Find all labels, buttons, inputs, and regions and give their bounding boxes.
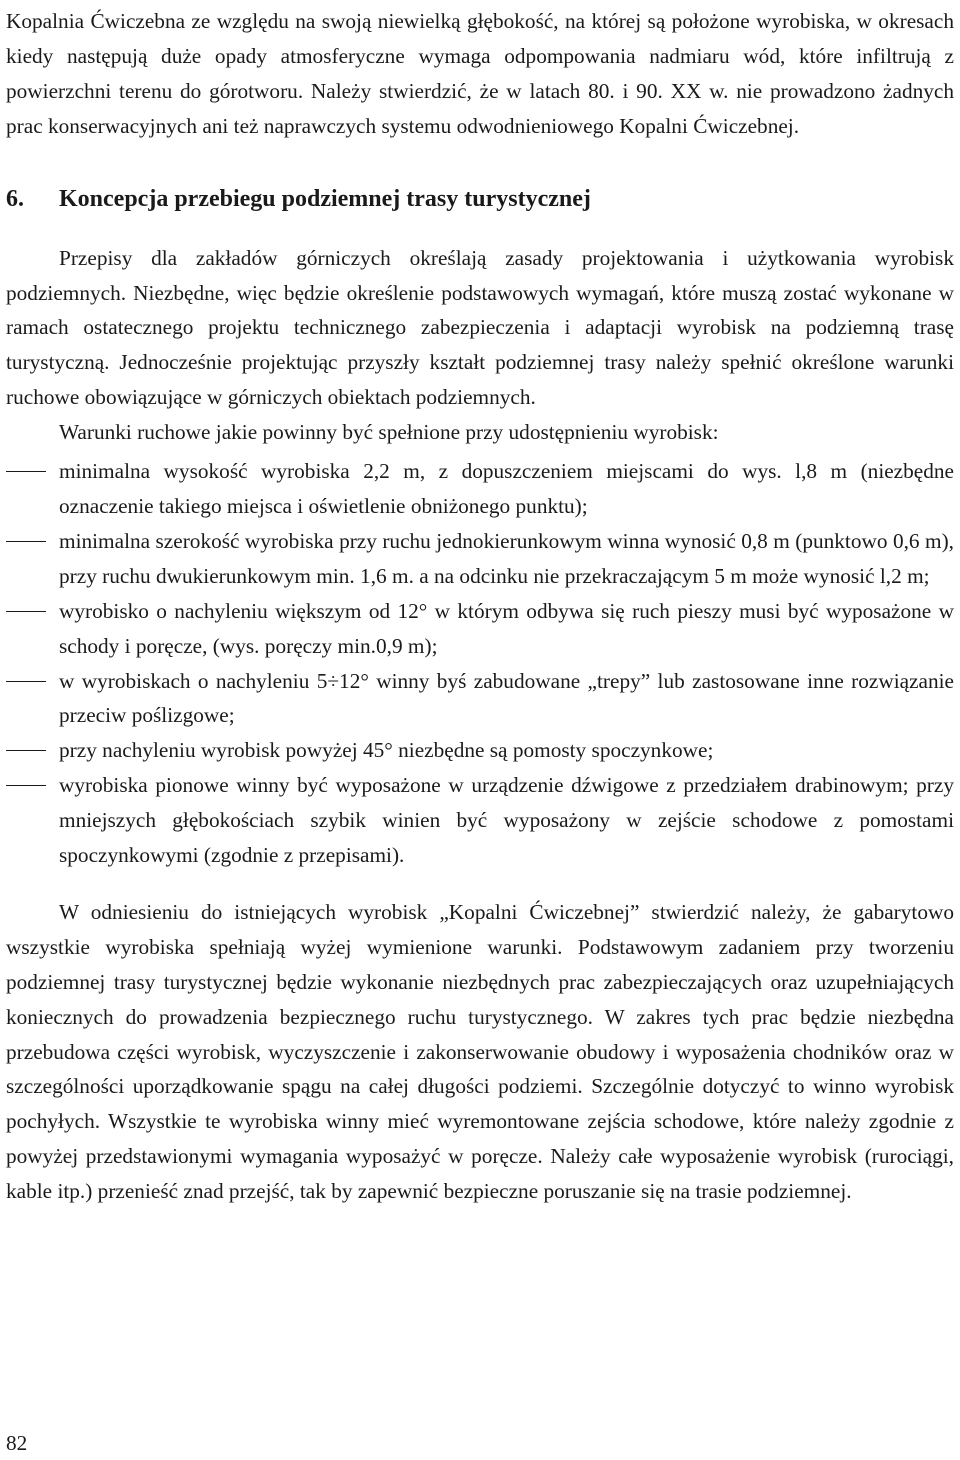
dash-bullet-icon (6, 541, 46, 542)
list-item-text: minimalna szerokość wyrobiska przy ruchu jednokierunkowym winna wynosić 0,8 m (punktowo 0,6 m), przy ruchu dwukierunkowym min. 1,6 m. a na odcinku nie przekraczającym 5 m może wynosić l,2 m; (59, 528, 954, 588)
document-page (6, 4, 954, 1209)
list-item (6, 454, 954, 524)
list-item-text: wyrobiska pionowe winny być wyposażone w urządzenie dźwigowe z przedziałem drabinowym; przy mniejszych głębokościach szybik winien być wyposażony w zejście schodowe z pomostami spoczynkowymi (zgodnie z przepisami). (59, 773, 954, 868)
list-intro: Warunki ruchowe jakie powinny być spełnione przy udostępnieniu wyrobisk: (59, 420, 719, 445)
list-item (6, 594, 954, 664)
section-number: 6. (6, 185, 24, 212)
dash-bullet-icon (6, 611, 46, 612)
dash-bullet-icon (6, 785, 46, 786)
list-item-text: przy nachyleniu wyrobisk powyżej 45° niezbędne są pomosty spoczynkowe; (59, 738, 714, 763)
final-paragraph: W odniesieniu do istniejących wyrobisk „Kopalni Ćwiczebnej” stwierdzić należy, że gabarytowo wszystkie wyrobiska spełniają wyżej wymienione warunki. Podstawowym zadaniem przy tworzeniu podziemnej trasy turystycznej będzie wykonanie niezbędnych prac zabezpieczających oraz uzupełniających koniecznych do prowadzenia bezpiecznego ruchu turystycznego. W zakres tych prac będzie niezbędna przebudowa części wyrobisk, wyczyszczenie i zakonserwowanie obudowy i wyposażenia chodników oraz w szczególności uporządkowanie spągu na całej długości podziemi. Szczególnie dotyczyć to winno wyrobisk pochyłych. Wszystkie te wyrobiska winny mieć wyremontowane zejścia schodowe, które należy zgodnie z powyżej przedstawionymi wymagania wyposażyć w poręcze. Należy całe wyposażenie wyrobisk (rurociągi, kable itp.) przenieść znad przejść, tak by zapewnić bezpieczne poruszanie się na trasie podziemnej. (6, 899, 954, 1204)
page-number: 82 (6, 1431, 28, 1455)
dash-bullet-icon (6, 681, 46, 682)
section-title: Koncepcja przebiegu podziemnej trasy turystycznej (59, 185, 591, 212)
section-heading (6, 182, 954, 216)
list-item (6, 768, 954, 873)
list-item-text: minimalna wysokość wyrobiska 2,2 m, z dopuszczeniem miejscami do wys. l,8 m (niezbędne oznaczenie takiego miejsca i oświetlenie obniżonego punktu); (59, 459, 954, 518)
requirements-list (6, 454, 954, 873)
section-paragraph: Przepisy dla zakładów górniczych określają zasady projektowania i użytkowania wyrobisk podziemnych. Niezbędne, więc będzie określenie podstawowych wymagań, które muszą zostać wykonane w ramach ostatecznego projektu technicznego zabezpieczenia i adaptacji wyrobisk na podziemną trasę turystyczną. Jednocześnie projektując przyszły kształt podziemnej trasy należy spełnić określone warunki ruchowe obowiązujące w górniczych obiektach podziemnych. (6, 245, 954, 410)
list-item (6, 524, 954, 594)
dash-bullet-icon (6, 471, 46, 472)
dash-bullet-icon (6, 750, 46, 751)
list-item (6, 733, 954, 768)
list-item-text: wyrobisko o nachyleniu większym od 12° w którym odbywa się ruch pieszy musi być wyposażone w schody i poręcze, (wys. poręczy min.0,9 m); (59, 598, 954, 658)
list-item (6, 664, 954, 734)
intro-paragraph: Kopalnia Ćwiczebna ze względu na swoją niewielką głębokość, na której są położone wyrobiska, w okresach kiedy następują duże opady atmosferyczne wymaga odpompowania nadmiaru wód, które infiltrują z powierzchni terenu do górotworu. Należy stwierdzić, że w latach 80. i 90. XX w. nie prowadzono żadnych prac konserwacyjnych ani też naprawczych systemu odwodnieniowego Kopalni Ćwiczebnej. (6, 9, 954, 138)
list-item-text: w wyrobiskach o nachyleniu 5÷12° winny byś zabudowane „trepy” lub zastosowane inne rozwiązanie przeciw poślizgowe; (59, 668, 954, 728)
